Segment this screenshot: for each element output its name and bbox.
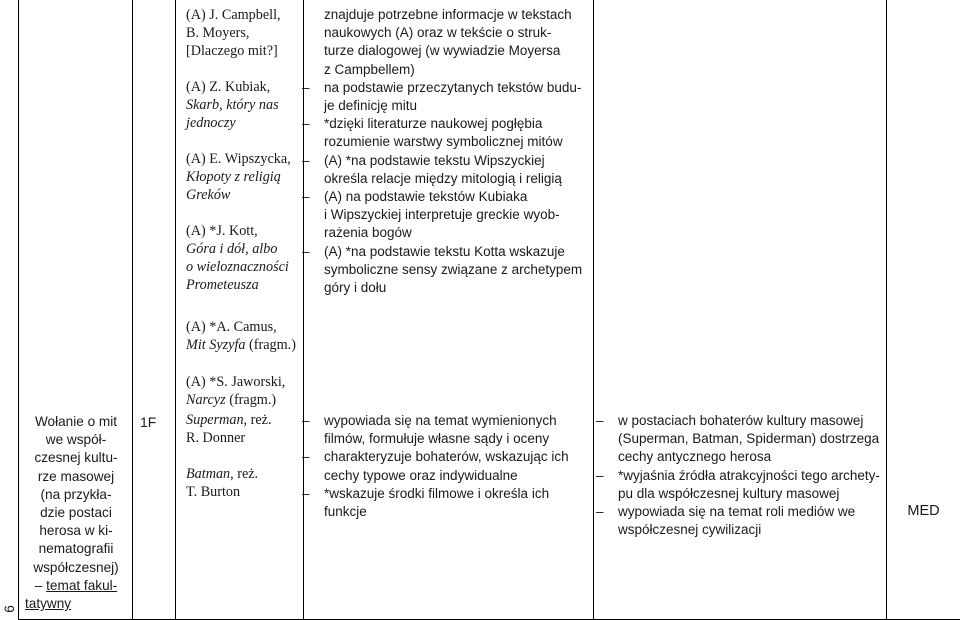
media-tag: MED (907, 503, 940, 519)
media-tag-cell (887, 503, 960, 519)
topic-line: herosa w ki- (39, 523, 113, 539)
table-border-hours-left (175, 0, 176, 620)
topic-line: Wołanie o mit (34, 414, 118, 429)
topic-line: czesnej kultu- (34, 450, 118, 466)
film-superman: Superman, reż. (186, 412, 272, 428)
outcomes-list (596, 412, 886, 539)
goal-item: – charakteryzuje bohaterów, wskazując ich cechy typowe oraz indywidualne (302, 449, 569, 483)
outcome-item: – *wyjaśnia źródła atrakcyjności tego archety- pu dla współczesnej kultury masowej (596, 467, 880, 501)
films-list: Superman, reż. R. Donner Batman, reż. T. Burton (186, 411, 301, 501)
reading-jaworski: (A) *S. Jaworski, Narcyz (fragm.) (186, 374, 286, 408)
film-batman: Batman, reż. (186, 466, 259, 482)
outcome-item: – w postaciach bohaterów kultury masowej (Superman, Batman, Spiderman) dostrzega cechy antycznego herosa (596, 413, 880, 465)
table-border-topic-left (132, 0, 133, 620)
topic-line: we współ- (45, 432, 107, 448)
topic-line: współczesnej) (33, 559, 119, 575)
reading-wipszycka: (A) E. Wipszycka, Kłopoty z religią Greków (186, 151, 291, 203)
optional-topic-label-cont: tatywny (25, 596, 72, 612)
goal-item: – *dzięki literaturze naukowej pogłębia rozumienie warstwy symbolicznej mitów (302, 116, 563, 150)
optional-topic-label: temat fakul- (46, 577, 118, 593)
goals-top-list (302, 6, 594, 297)
goal-item: – (A) na podstawie tekstów Kubiaka i Wipszyckiej interpretuje greckie wyob- rażenia bogów (302, 189, 560, 241)
goal-item: – (A) *na podstawie tekstu Wipszyckiej określa relacje między mitologią i religią (302, 152, 562, 186)
readings-column (186, 6, 301, 294)
optional-topic-note (20, 577, 132, 595)
goal-item: – *wskazuje środki filmowe i określa ich funkcje (302, 485, 550, 520)
reading-campbell: (A) J. Campbell, B. Moyers, [Dlaczego mit?] (186, 7, 281, 59)
goal-item: – na podstawie przeczytanych tekstów budu- je definicję mitu (302, 79, 582, 114)
topic-line: rze masowej (37, 468, 115, 484)
row-number: 6 (0, 605, 17, 613)
topic-line: nematografii (38, 541, 114, 557)
goal-item: – (A) *na podstawie tekstu Kotta wskazuje symboliczne sensy związane z archetypem góry i dołu (302, 243, 583, 296)
topic-line: (na przykła- (40, 486, 112, 502)
topic-line: dzie postaci (40, 505, 112, 521)
hours-cell (140, 414, 170, 430)
reading-camus: (A) *A. Camus, Mit Syzyfa (fragm.) (186, 319, 296, 353)
table-border-left-outer (18, 0, 19, 620)
goal-item: znajduje potrzebne informacje w tekstach naukowych (A) oraz w tekście o struk- turze dialogowej (w wywiadzie Moyersa z Campbellem) (324, 7, 572, 77)
topic-cell (20, 413, 132, 613)
hours-value: 1F (140, 414, 157, 430)
reading-kott: (A) *J. Kott, Góra i dół, albo o wieloznaczności Prometeusza (186, 223, 289, 293)
reading-kubiak: (A) Z. Kubiak, Skarb, który nas jednoczy (186, 79, 279, 131)
table-border-outcomes-left (886, 0, 887, 620)
goals-bottom-list (302, 412, 594, 521)
dash: – (34, 577, 43, 593)
outcome-item: – wypowiada się na temat roli mediów we współczesnej cywilizacji (596, 504, 856, 538)
goal-item: – wypowiada się na temat wymienionych filmów, formułuje własne sądy i oceny (302, 413, 557, 447)
